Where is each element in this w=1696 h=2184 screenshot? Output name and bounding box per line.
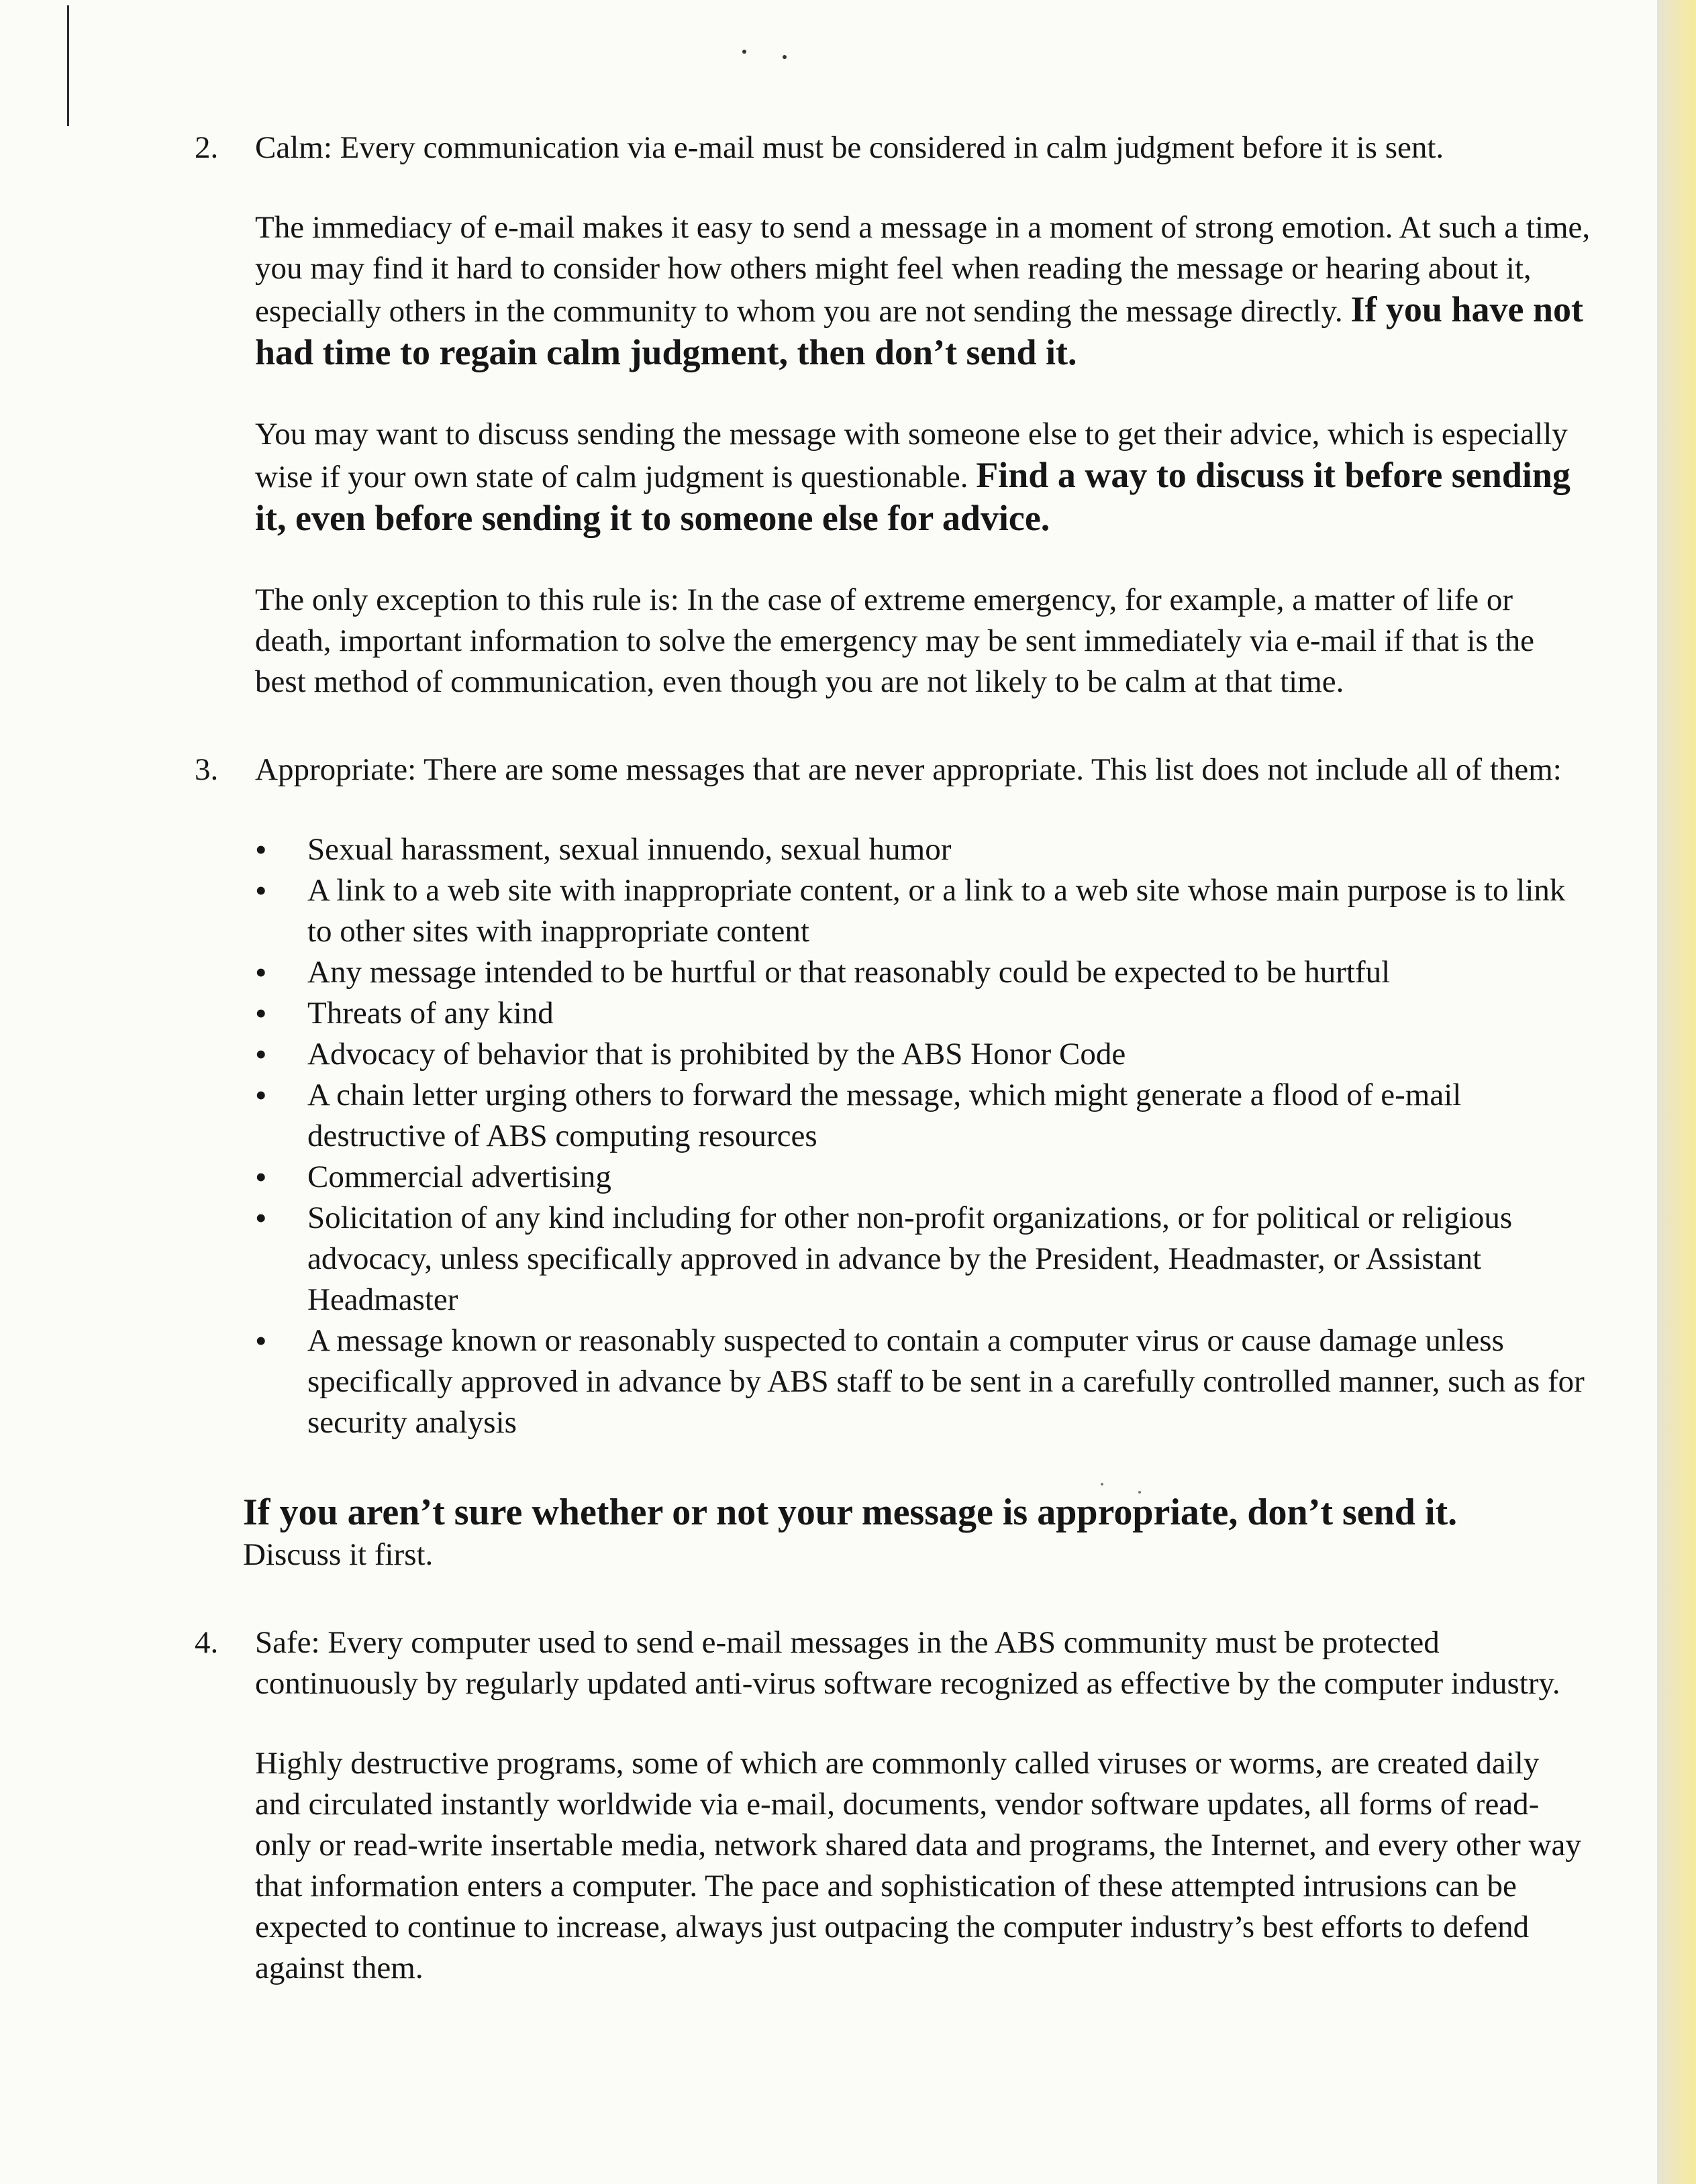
scan-edge-mark xyxy=(67,5,69,126)
section-heading: Safe: Every computer used to send e-mail messages in the ABS community must be protected continuously by regularly updated anti-virus software recognized as effective by the computer industry. xyxy=(255,1625,1560,1701)
callout-subtext: Discuss it first. xyxy=(243,1537,434,1572)
page-edge-shadow xyxy=(1657,0,1696,2184)
list-item: • Sexual harassment, sexual innuendo, sexual humor xyxy=(255,829,1591,870)
section-safe xyxy=(195,1622,1591,1989)
paragraph-text: The immediacy of e-mail makes it easy to send a message in a moment of strong emotion. At such a time, you may find it hard to consider how others might feel when reading the message or hearing about it, especially others in the community to whom you are not sending the message directly. xyxy=(255,210,1591,329)
paragraph-text: You may want to discuss sending the message with someone else to get their advice, which is especially wise if your own state of calm judgment is questionable. xyxy=(255,417,1568,495)
emphasis-text: Find a way to discuss it before sending it, even before sending it to someone else for advice. xyxy=(255,455,1570,538)
section-number: 3. xyxy=(195,752,219,787)
list-item: • Advocacy of behavior that is prohibited by the ABS Honor Code xyxy=(255,1034,1591,1075)
scan-speck xyxy=(742,50,746,54)
paragraph: Highly destructive programs, some of which are commonly called viruses or worms, are created daily and circulated instantly worldwide via e-mail, documents, vendor software updates, all forms of read-only or read-write insertable media, network shared data and programs, the Internet, and every other way that information enters a computer. The pace and sophistication of these attempted intrusions can be expected to continue to increase, always just outpacing the computer industry’s best efforts to defend against them. xyxy=(255,1746,1581,1985)
appropriate-callout xyxy=(195,1490,1591,1575)
section-number: 2. xyxy=(195,130,219,165)
list-item: • Any message intended to be hurtful or that reasonably could be expected to be hurtful xyxy=(255,952,1591,993)
list-item: • A link to a web site with inappropriate content, or a link to a web site whose main purpose is to link to other sites with inappropriate content xyxy=(255,870,1591,952)
scan-speck xyxy=(783,55,787,59)
list-item: • Threats of any kind xyxy=(255,993,1591,1034)
paragraph: The only exception to this rule is: In the case of extreme emergency, for example, a matter of life or death, important information to solve the emergency may be sent immediately via e-mail if that is the best method of communication, even though you are not likely to be calm at that time. xyxy=(255,582,1535,699)
list-item: • A message known or reasonably suspected to contain a computer virus or cause damage unless specifically approved in advance by ABS staff to be sent in a carefully controlled manner, such as for security analysis xyxy=(255,1320,1591,1443)
emphasis-text: If you have not had time to regain calm judgment, then don’t send it. xyxy=(255,289,1583,372)
callout-text: If you aren’t sure whether or not your message is appropriate, don’t send it. xyxy=(243,1492,1458,1533)
document-body xyxy=(195,127,1591,1989)
paragraph xyxy=(255,414,1591,541)
list-item: • Solicitation of any kind including for other non-profit organizations, or for political or religious advocacy, unless specifically approved in advance by the President, Headmaster, or Assistant Headmaster xyxy=(255,1198,1591,1320)
section-calm xyxy=(195,127,1591,703)
list-item: • A chain letter urging others to forward the message, which might generate a flood of e-mail destructive of ABS computing resources xyxy=(255,1075,1591,1157)
list-item: • Commercial advertising xyxy=(255,1157,1591,1198)
paragraph xyxy=(255,207,1591,375)
inappropriate-message-list xyxy=(195,829,1591,1443)
section-appropriate xyxy=(195,749,1591,790)
section-number: 4. xyxy=(195,1625,219,1660)
section-heading: Appropriate: There are some messages that are never appropriate. This list does not include all of them: xyxy=(255,752,1562,787)
section-heading: Calm: Every communication via e-mail must be considered in calm judgment before it is sent. xyxy=(255,130,1444,165)
